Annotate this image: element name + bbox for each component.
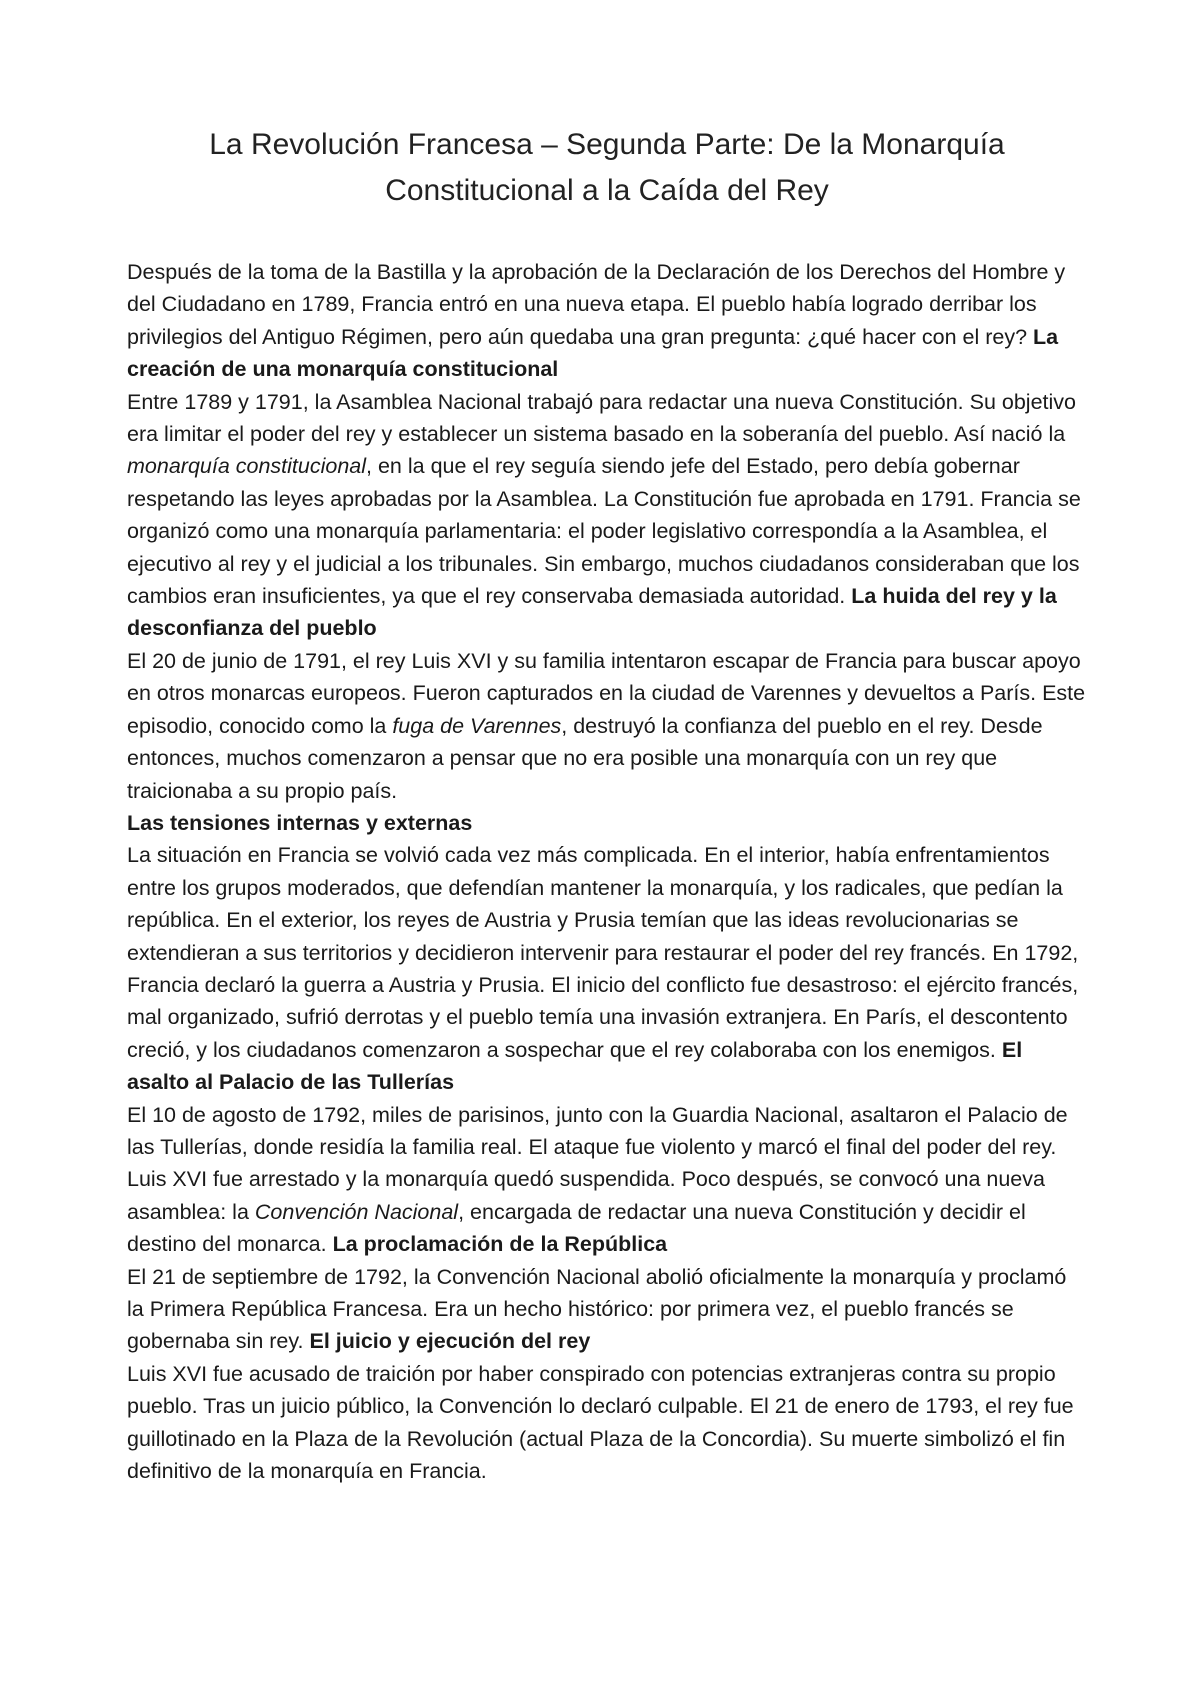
document-title: La Revolución Francesa – Segunda Parte: De la Monarquía Constitucional a la Caída del Rey [209, 128, 1005, 207]
section-4-text-b: , encargada de redactar una nueva Constitución y decidir el destino del monarca. [127, 1199, 1026, 1257]
section-4-text-a: El 10 de agosto de 1792, miles de parisinos, junto con la Guardia Nacional, asaltaron el Palacio de las Tullerías, donde residía la familia real. El ataque fue violento y marcó el final del poder del rey. Luis XVI fue arrestado y la monarquía quedó suspendida. Poco después, se convocó una nueva asamblea: la [127, 1102, 1068, 1224]
intro-text: Después de la toma de la Bastilla y la aprobación de la Declaración de los Derechos del Hombre y del Ciudadano en 1789, Francia entró en una nueva etapa. El pueblo había logrado derribar los privilegios del Antiguo Régimen, pero aún quedaba una gran pregunta: ¿qué hacer con el rey? [127, 260, 1066, 349]
term-fuga-de-varennes: fuga de Varennes [392, 713, 562, 738]
heading-tensiones: Las tensiones internas y externas [127, 810, 473, 835]
term-convencion-nacional: Convención Nacional [254, 1199, 459, 1224]
section-6-text: Luis XVI fue acusado de traición por haber conspirado con potencias extranjeras contra su propio pueblo. Tras un juicio público, la Convención lo declaró culpable. El 21 de enero de 1793, el rey fue guillotinado en la Plaza de la Revolución (actual Plaza de la Concordia). Su muerte simbolizó el fin definitivo de la monarquía en Francia. [127, 1361, 1074, 1484]
section-2-text-a: El 20 de junio de 1791, el rey Luis XVI y su familia intentaron escapar de Francia para buscar apoyo en otros monarcas europeos. Fueron capturados en la ciudad de Varennes y devueltos a París. Este episodio, conocido como la [127, 648, 1086, 738]
section-2-text-b: , destruyó la confianza del pueblo en el rey. Desde entonces, muchos comenzaron a pensar que no era posible una monarquía con un rey que traicionaba a su propio país. [127, 713, 1043, 803]
heading-juicio-ejecucion: El juicio y ejecución del rey [309, 1329, 591, 1354]
heading-monarquia-constitucional: La creación de una monarquía constitucional [127, 324, 1059, 382]
section-5-text: El 21 de septiembre de 1792, la Convención Nacional abolió oficialmente la monarquía y proclamó la Primera República Francesa. Era un hecho histórico: por primera vez, el pueblo francés se gobernaba sin rey. [127, 1264, 1067, 1354]
document-page [127, 122, 1087, 1487]
heading-huida-del-rey: La huida del rey y la desconfianza del pueblo [127, 584, 1057, 641]
term-monarquia-constitucional: monarquía constitucional [127, 454, 367, 479]
section-3-text: La situación en Francia se volvió cada vez más complicada. En el interior, había enfrentamientos entre los grupos moderados, que defendían mantener la monarquía, y los radicales, que pedían la república. En el exterior, los reyes de Austria y Prusia temían que las ideas revolucionarias se extendieran a sus territorios y decidieron intervenir para restaurar el poder del rey francés. En 1792, Francia declaró la guerra a Austria y Prusia. El inicio del conflicto fue desastroso: el ejército francés, mal organizado, sufrió derrotas y el pueblo temía una invasión extranjera. En París, el descontento creció, y los ciudadanos comenzaron a sospechar que el rey colaboraba con los enemigos. [127, 843, 1079, 1062]
section-1-text-a: Entre 1789 y 1791, la Asamblea Nacional trabajó para redactar una nueva Constitución. Su objetivo era limitar el poder del rey y establecer un sistema basado en la soberanía del pueblo. Así nació la [127, 389, 1076, 447]
document-body [127, 256, 1087, 1487]
section-1-text-b: , en la que el rey seguía siendo jefe del Estado, pero debía gobernar respetando las leyes aprobadas por la Asamblea. La Constitución fue aprobada en 1791. Francia se organizó como una monarquía parlamentaria: el poder legislativo correspondía a la Asamblea, el ejecutivo al rey y el judicial a los tribunales. Sin embargo, muchos ciudadanos consideraban que los cambios eran insuficientes, ya que el rey conservaba demasiada autoridad. [127, 454, 1081, 609]
heading-proclamacion-republica: La proclamación de la República [332, 1232, 668, 1257]
heading-asalto-tullerias: El asalto al Palacio de las Tullerías [127, 1037, 1023, 1095]
